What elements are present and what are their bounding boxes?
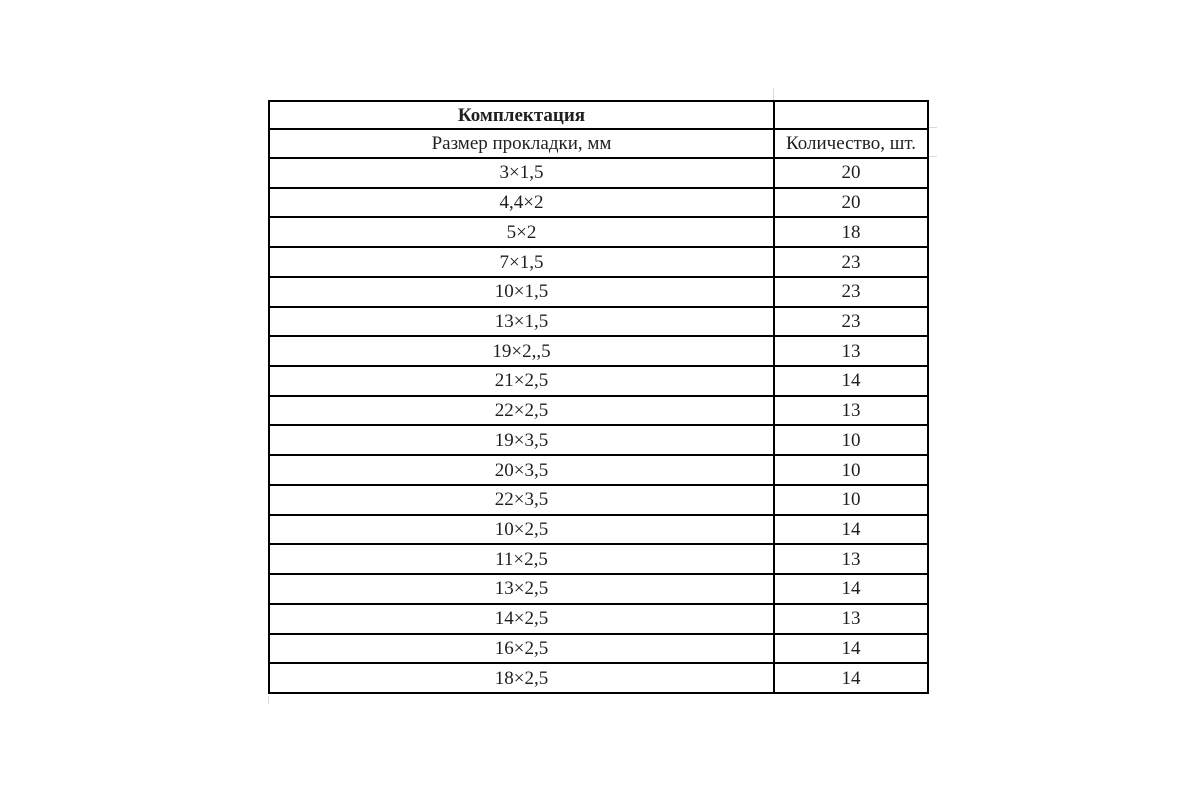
gridline-artifact-bottom [268,696,269,704]
table-row [269,663,928,693]
cell-quantity: 20 [774,158,928,188]
cell-quantity: 14 [774,574,928,604]
table-row [269,158,928,188]
cell-quantity: 20 [774,188,928,218]
table-title: Комплектация [269,101,774,129]
gridline-artifact-right-1 [929,127,937,128]
cell-gasket-size: 16×2,5 [269,634,774,664]
table-row [269,515,928,545]
cell-gasket-size: 3×1,5 [269,158,774,188]
cell-quantity: 10 [774,455,928,485]
cell-quantity: 10 [774,425,928,455]
kit-contents-table [268,100,929,694]
table-row [269,307,928,337]
cell-gasket-size: 14×2,5 [269,604,774,634]
cell-quantity: 23 [774,277,928,307]
table-row [269,604,928,634]
table-row [269,188,928,218]
cell-gasket-size: 18×2,5 [269,663,774,693]
table-row [269,425,928,455]
cell-quantity: 23 [774,247,928,277]
table-data-body [269,158,928,693]
table-row [269,366,928,396]
table-title-row [269,101,928,129]
cell-gasket-size: 22×3,5 [269,485,774,515]
cell-gasket-size: 4,4×2 [269,188,774,218]
cell-quantity: 14 [774,366,928,396]
cell-gasket-size: 10×1,5 [269,277,774,307]
table-row [269,277,928,307]
cell-gasket-size: 10×2,5 [269,515,774,545]
cell-gasket-size: 20×3,5 [269,455,774,485]
column-header-quantity: Количество, шт. [774,129,928,158]
cell-gasket-size: 5×2 [269,217,774,247]
cell-quantity: 18 [774,217,928,247]
cell-quantity: 13 [774,544,928,574]
table-row [269,574,928,604]
table-row [269,544,928,574]
table-header-row [269,129,928,158]
table-row [269,455,928,485]
table-title-empty-cell [774,101,928,129]
cell-quantity: 13 [774,604,928,634]
cell-gasket-size: 21×2,5 [269,366,774,396]
cell-quantity: 14 [774,663,928,693]
cell-gasket-size: 19×2,,5 [269,336,774,366]
cell-gasket-size: 13×1,5 [269,307,774,337]
table-row [269,336,928,366]
table-row [269,247,928,277]
table-row [269,485,928,515]
cell-gasket-size: 11×2,5 [269,544,774,574]
cell-quantity: 10 [774,485,928,515]
cell-quantity: 23 [774,307,928,337]
column-header-size: Размер прокладки, мм [269,129,774,158]
cell-gasket-size: 22×2,5 [269,396,774,426]
equipment-table [268,100,929,694]
cell-quantity: 14 [774,515,928,545]
gridline-artifact-top [773,88,774,100]
table-row [269,396,928,426]
table-row [269,634,928,664]
cell-gasket-size: 13×2,5 [269,574,774,604]
cell-quantity: 13 [774,336,928,366]
cell-quantity: 13 [774,396,928,426]
gridline-artifact-right-2 [929,156,937,157]
cell-gasket-size: 19×3,5 [269,425,774,455]
cell-quantity: 14 [774,634,928,664]
table-row [269,217,928,247]
cell-gasket-size: 7×1,5 [269,247,774,277]
